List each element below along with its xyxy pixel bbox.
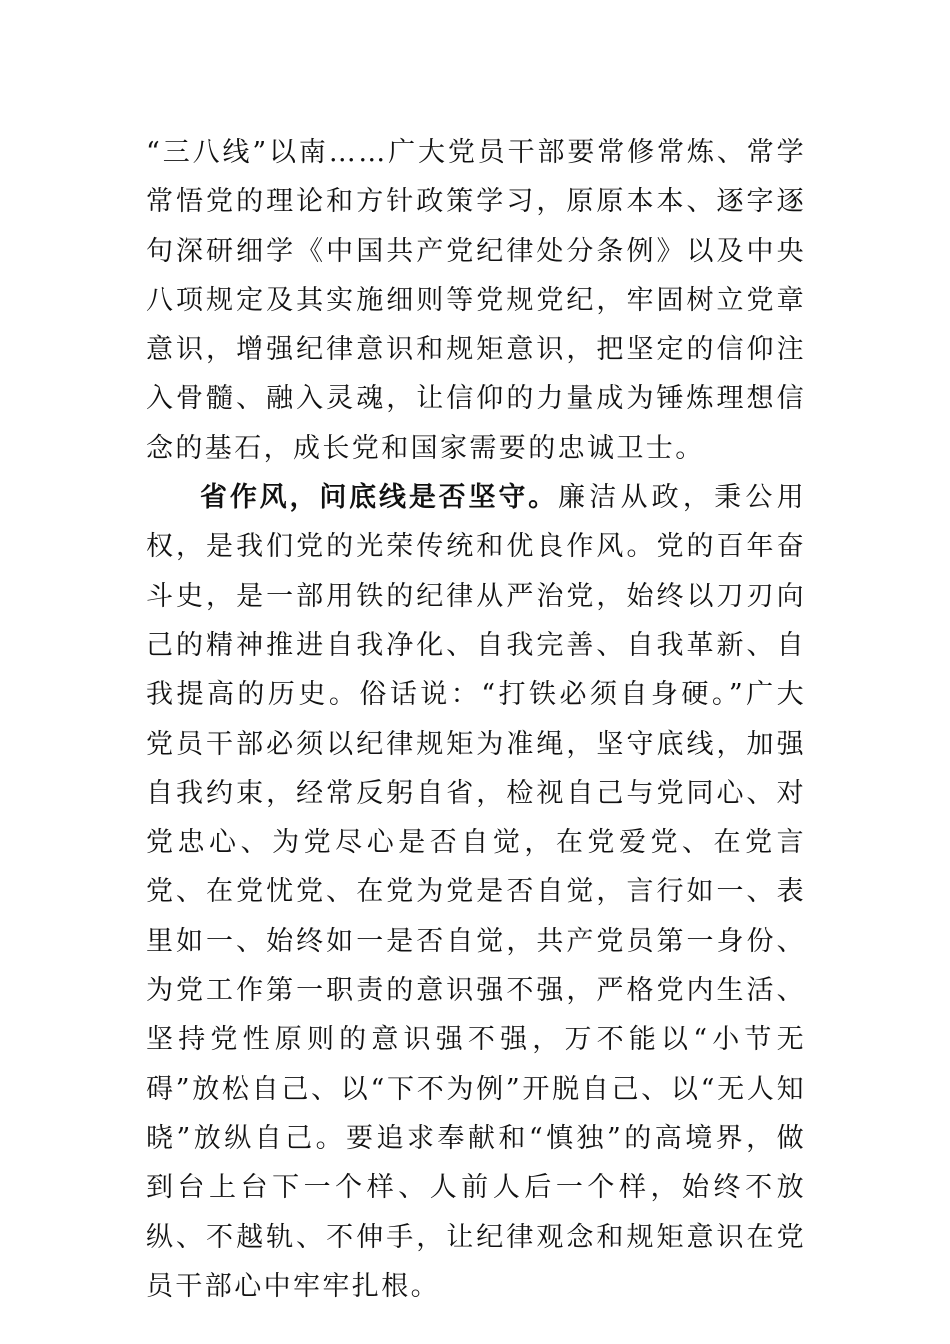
document-body bbox=[146, 128, 806, 1311]
paragraph-1 bbox=[146, 128, 806, 473]
paragraph-2-text: 廉洁从政，秉公用权，是我们党的光荣传统和优良作风。党的百年奋斗史，是一部用铁的纪律从严治党，始终以刀刃向己的精神推进自我净化、自我完善、自我革新、自我提高的历史。俗话说：“打铁必须自身硬。”广大党员干部必须以纪律规矩为准绳，坚守底线，加强自我约束，经常反躬自省，检视自己与党同心、对党忠心、为党尽心是否自觉，在党爱党、在党言党、在党忧党、在党为党是否自觉，言行如一、表里如一、始终如一是否自觉，共产党员第一身份、为党工作第一职责的意识强不强，严格党内生活、坚持党性原则的意识强不强，万不能以“小节无碍”放松自己、以“下不为例”开脱自己、以“无人知晓”放纵自己。要追求奉献和“慎独”的高境界，做到台上台下一个样、人前人后一个样，始终不放纵、不越轨、不伸手，让纪律观念和规矩意识在党员干部心中牢牢扎根。 bbox=[146, 482, 807, 1302]
paragraph-2 bbox=[146, 473, 806, 1311]
paragraph-1-text: “三八线”以南……广大党员干部要常修常炼、常学常悟党的理论和方针政策学习，原原本本、逐字逐句深研细学《中国共产党纪律处分条例》以及中央八项规定及其实施细则等党规党纪，牢固树立党章意识，增强纪律意识和规矩意识，把坚定的信仰注入骨髓、融入灵魂，让信仰的力量成为锤炼理想信念的基石，成长党和国家需要的忠诚卫士。 bbox=[146, 137, 806, 464]
paragraph-2-heading: 省作风，问底线是否坚守。 bbox=[200, 482, 558, 514]
